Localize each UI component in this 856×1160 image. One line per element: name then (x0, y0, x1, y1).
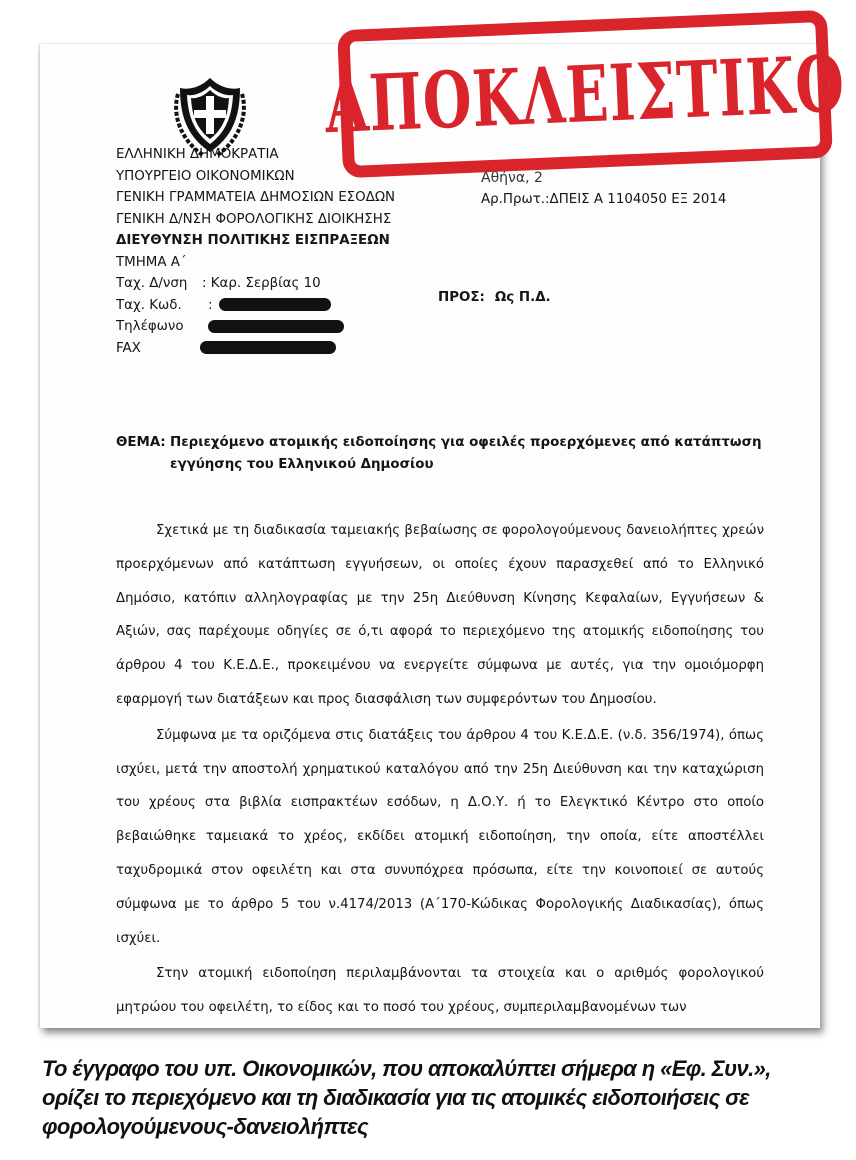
recipient-block (438, 290, 551, 305)
sender-line: ΕΛΛΗΝΙΚΗ ΔΗΜΟΚΡΑΤΙΑ (116, 147, 279, 162)
recipient-value: Ως Π.Δ. (494, 290, 551, 305)
photo-caption: Το έγγραφο του υπ. Οικονομικών, που αποκαλύπτει σήμερα η «Εφ. Συν.», ορίζει το περιεχόμενο και τη διαδικασία για τις ατομικές ειδοποιήσεις σε φορολογούμενους-δανειολήπτες (42, 1056, 771, 1139)
fax-label: FAX (116, 340, 141, 356)
zip-row (116, 295, 395, 317)
paragraph: Σχετικά με τη διαδικασία ταμειακής βεβαίωσης σε φορολογούμενους δανειολήπτες χρεών προερχόμενων από κατάπτωση εγγυήσεων, οι οποίες έχουν παρασχεθεί από το Ελληνικό Δημόσιο, κατόπιν αλληλογραφίας με την 25η Διεύθυνση Κίνησης Κεφαλαίων, Εγγυήσεων & Αξιών, σας παρέχουμε οδηγίες σε ό,τι αφορά το περιεχόμενο της ατομικής ειδοποίησης του άρθρου 4 του Κ.Ε.Δ.Ε., προκειμένου να ενεργείτε σύμφωνα με αυτές, για την ομοιόμορφη εφαρμογή των διατάξεων και προς διασφάλιση των συμφερόντων του Δημοσίου. (116, 523, 764, 707)
zip-label: Ταχ. Κωδ. (116, 297, 182, 313)
sender-line: ΤΜΗΜΑ Α΄ (116, 254, 187, 270)
exclusive-stamp (323, 10, 847, 178)
paragraph: Στην ατομική ειδοποίηση περιλαμβάνονται τα στοιχεία και ο αριθμός φορολογικού μητρώου του οφειλέτη, το είδος και το ποσό του χρέους, συμπεριλαμβανομένων των (116, 966, 764, 1016)
sender-line: ΓΕΝΙΚΗ Δ/ΝΣΗ ΦΟΡΟΛΟΓΙΚΗΣ ΔΙΟΙΚΗΣΗΣ (116, 211, 392, 227)
date-text: Αθήνα, 2 (481, 170, 543, 186)
letter-body (116, 514, 764, 1027)
paragraph: Σύμφωνα με τα οριζόμενα στις διατάξεις του άρθρου 4 του Κ.Ε.Δ.Ε. (ν.δ. 356/1974), όπως ισχύει, μετά την αποστολή χρηματικού καταλόγου από την 25η Διεύθυνση και την καταχώριση του χρέους στα βιβλία εισπρακτέων εσόδων, η Δ.Ο.Υ. ή το Ελεγκτικό Κέντρο στο οποίο βεβαιώθηκε ταμειακά το χρέος, εκδίδει ατομική ειδοποίηση, την οποία, είτε αποστέλλει ταχυδρομικά στον οφειλέτη και στα συνυπόχρεα πρόσωπα, είτε την κοινοποιεί σε αυτούς σύμφωνα με το άρθρο 5 του ν.4174/2013 (Α΄170-Κώδικας Φορολογικής Διαδικασίας), όπως ισχύει. (116, 727, 764, 946)
address-row (116, 273, 395, 295)
stamp-text: ΑΠΟΚΛΕΙΣΤΙΚΟ (323, 37, 847, 151)
sender-line: ΓΕΝΙΚΗ ΓΡΑΜΜΑΤΕΙΑ ΔΗΜΟΣΙΩΝ ΕΣΟΔΩΝ (116, 190, 396, 205)
address-value: : Καρ. Σερβίας 10 (202, 276, 321, 291)
zip-separator: : (208, 297, 213, 313)
recipient-label: ΠΡΟΣ: (438, 290, 485, 305)
fax-row (116, 338, 395, 360)
subject-text: Περιεχόμενο ατομικής ειδοποίησης για οφειλές προερχόμενες από κατάπτωση εγγύησης του Ελληνικού Δημοσίου (170, 435, 762, 472)
phone-label: Τηλέφωνο (116, 319, 184, 334)
document-page (40, 44, 820, 1028)
redaction-bar (219, 298, 331, 311)
protocol-number: Αρ.Πρωτ.:ΔΠΕΙΣ Α 1104050 ΕΞ 2014 (481, 192, 727, 207)
phone-row (116, 316, 395, 338)
subject-block (116, 432, 796, 476)
sender-line: ΥΠΟΥΡΓΕΙΟ ΟΙΚΟΝΟΜΙΚΩΝ (116, 168, 295, 184)
address-label: Ταχ. Δ/νση (116, 276, 188, 291)
subject-label: ΘΕΜΑ: (116, 435, 166, 450)
sender-line: ΔΙΕΥΘΥΝΣΗ ΠΟΛΙΤΙΚΗΣ ΕΙΣΠΡΑΞΕΩΝ (116, 233, 390, 248)
redaction-bar (200, 341, 336, 354)
redaction-bar (208, 320, 344, 333)
